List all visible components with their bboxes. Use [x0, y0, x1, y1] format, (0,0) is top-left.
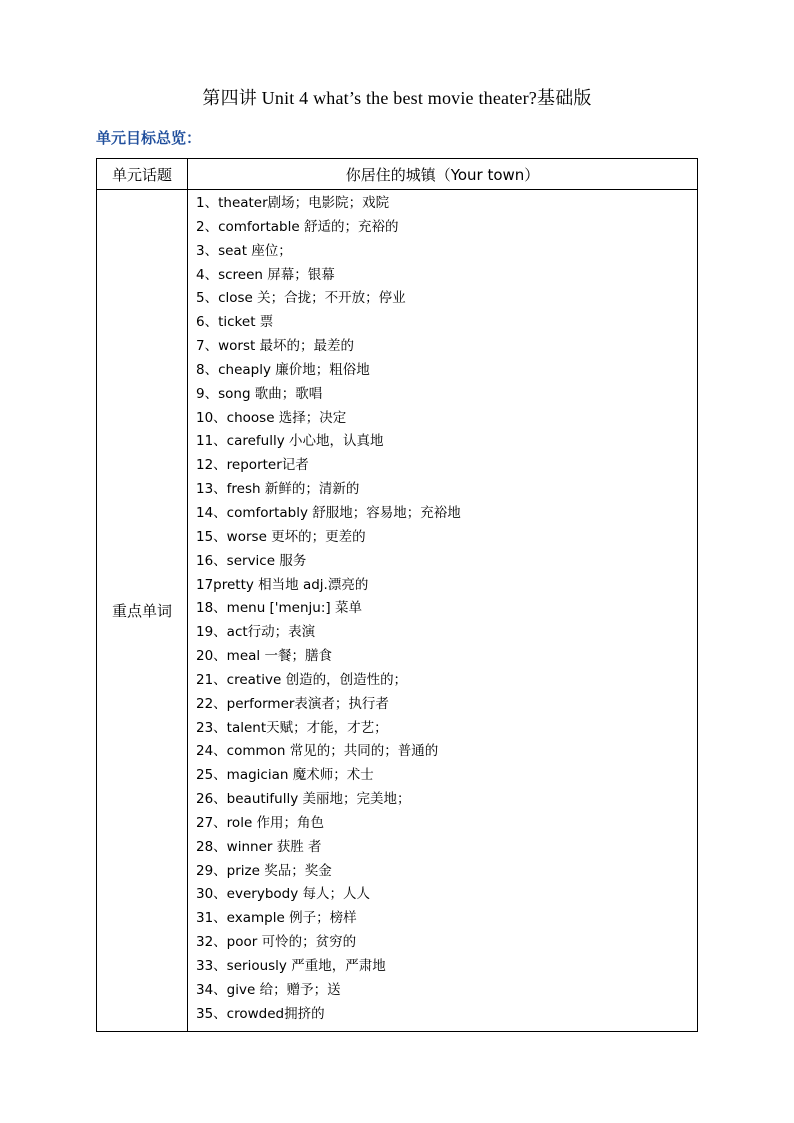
- vocabulary-item: 7、worst 最坏的；最差的: [196, 338, 355, 355]
- unit-overview-table: [96, 158, 698, 1032]
- vocabulary-item: 21、creative 创造的，创造性的；: [196, 671, 408, 688]
- vocabulary-item: 10、choose 选择；决定: [196, 409, 347, 426]
- vocabulary-label-cell: 重点单词: [97, 190, 188, 1032]
- vocabulary-item: 26、beautifully 美丽地；完美地；: [196, 791, 411, 808]
- vocabulary-item: 5、close 关；合拢；不开放；停业: [196, 290, 406, 307]
- vocabulary-item: 27、role 作用；角色: [196, 814, 325, 831]
- vocabulary-item: 23、talent天赋；才能，才艺；: [196, 719, 388, 736]
- vocabulary-item: 8、cheaply 廉价地；粗俗地: [196, 361, 370, 378]
- vocabulary-item: 28、winner 获胜 者: [196, 838, 322, 855]
- vocabulary-item: 35、crowded拥挤的: [196, 1005, 325, 1022]
- vocabulary-item: 3、seat 座位；: [196, 242, 292, 259]
- vocabulary-item: 19、act行动；表演: [196, 624, 316, 641]
- vocabulary-item: 13、fresh 新鲜的；清新的: [196, 481, 360, 498]
- topic-cell: 你居住的城镇（Your town）: [188, 159, 698, 190]
- vocabulary-item: 29、prize 奖品；奖金: [196, 862, 332, 879]
- vocabulary-list: [196, 192, 697, 1027]
- vocabulary-item: 16、service 服务: [196, 552, 307, 569]
- vocabulary-item: 22、performer表演者；执行者: [196, 695, 389, 712]
- vocabulary-item: 33、seriously 严重地，严肃地: [196, 958, 386, 974]
- topic-label-cell: 单元话题: [97, 159, 188, 190]
- page-title: 第四讲 Unit 4 what’s the best movie theater?基础版: [202, 88, 592, 108]
- vocabulary-item: 32、poor 可怜的；贫穷的: [196, 934, 357, 951]
- vocabulary-item: 9、song 歌曲；歌唱: [196, 385, 323, 402]
- vocabulary-item: 11、carefully 小心地，认真地: [196, 433, 384, 450]
- vocabulary-item: 15、worse 更坏的；更差的: [196, 528, 366, 545]
- vocabulary-item: 31、example 例子；榜样: [196, 910, 357, 927]
- vocabulary-item: 20、meal 一餐；膳食: [196, 648, 332, 665]
- vocabulary-item: 24、common 常见的；共同的；普通的: [196, 743, 439, 760]
- vocabulary-item: 4、screen 屏幕；银幕: [196, 266, 335, 283]
- vocabulary-list-cell: [188, 190, 698, 1032]
- vocabulary-item: 30、everybody 每人；人人: [196, 886, 370, 903]
- vocabulary-item: 1、theater剧场；电影院；戏院: [196, 195, 390, 211]
- vocabulary-item: 12、reporter记者: [196, 457, 309, 474]
- section-heading: 单元目标总览：: [96, 129, 202, 147]
- vocabulary-item: 6、ticket 票: [196, 314, 274, 331]
- vocabulary-item: 17pretty 相当地 adj.漂亮的: [196, 576, 369, 593]
- vocabulary-item: 18、menu ['menju:] 菜单: [196, 600, 362, 617]
- vocabulary-item: 14、comfortably 舒服地；容易地；充裕地: [196, 504, 461, 521]
- vocabulary-row: [97, 190, 698, 1032]
- vocabulary-item: 2、comfortable 舒适的；充裕的: [196, 218, 399, 235]
- table-header-row: [97, 159, 698, 190]
- vocabulary-item: 25、magician 魔术师；术士: [196, 767, 374, 784]
- vocabulary-item: 34、give 给；赠予；送: [196, 981, 341, 998]
